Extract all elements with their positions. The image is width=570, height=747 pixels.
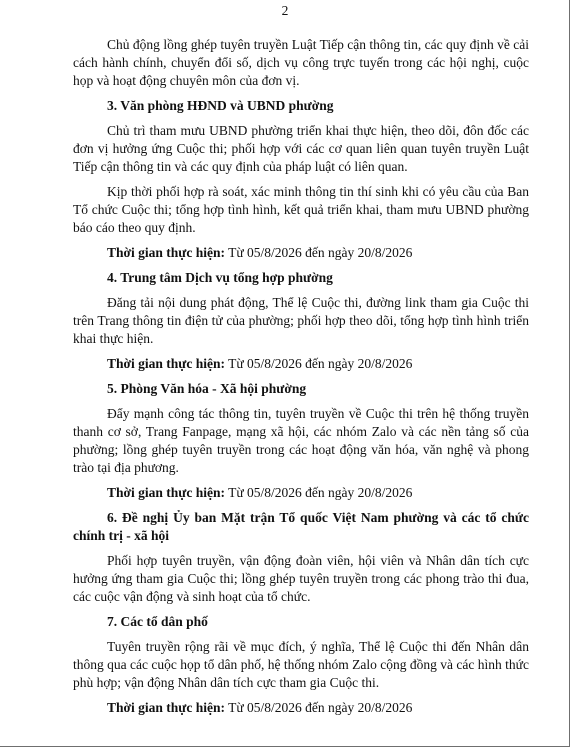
section-paragraph: Kịp thời phối hợp rà soát, xác minh thông tin thí sinh khi có yêu cầu của Ban Tổ chức Cuộc thi; tổng hợp tình hình, kết quả triển khai, tham mưu UBND phường báo cáo theo quy định.: [73, 184, 529, 235]
section-paragraph: Chủ trì tham mưu UBND phường triển khai thực hiện, theo dõi, đôn đốc các đơn vị hưởng ứng Cuộc thi; phối hợp với các cơ quan liên quan tuyên truyền Luật Tiếp cận thông tin và các quy định của pháp luật có liên quan.: [73, 123, 529, 174]
section-paragraph: Tuyên truyền rộng rãi về mục đích, ý nghĩa, Thể lệ Cuộc thi đến Nhân dân thông qua các cuộc họp tổ dân phố, hệ thống nhóm Zalo cộng đồng và các hình thức phù hợp; vận động Nhân dân tích cực tham gia Cuộc thi.: [73, 639, 529, 690]
section-paragraph: Đẩy mạnh công tác thông tin, tuyên truyền về Cuộc thi trên hệ thống truyền thanh cơ sở, Trang Fanpage, mạng xã hội, các nhóm Zalo và các nền tảng số của phường; lồng ghép tuyên truyền trong các hoạt động văn hóa, văn nghệ và phong trào tại địa phương.: [73, 406, 529, 475]
time-value: Từ 05/8/2026 đến ngày 20/8/2026: [224, 245, 413, 260]
time-label: Thời gian thực hiện:: [107, 245, 225, 260]
section-paragraph: Đăng tải nội dung phát động, Thể lệ Cuộc thi, đường link tham gia Cuộc thi trên Trang thông tin điện tử của phường; phối hợp theo dõi, tổng hợp tình hình triển khai thực hiện.: [73, 295, 529, 346]
time-line: [73, 699, 529, 717]
section-heading: 4. Trung tâm Dịch vụ tổng hợp phường: [107, 270, 333, 285]
time-value: Từ 05/8/2026 đến ngày 20/8/2026: [224, 485, 413, 500]
time-line: [73, 355, 529, 373]
section-heading: 3. Văn phòng HĐND và UBND phường: [107, 98, 334, 113]
time-line: [73, 244, 529, 262]
section-paragraph: Phối hợp tuyên truyền, vận động đoàn viên, hội viên và Nhân dân tích cực hưởng ứng tham gia Cuộc thi; lồng ghép tuyên truyền trong các phong trào thi đua, các cuộc vận động và sinh hoạt của tổ chức.: [73, 553, 529, 604]
document-body: [73, 36, 529, 724]
section-heading: 5. Phòng Văn hóa - Xã hội phường: [107, 381, 307, 396]
intro-paragraph: Chủ động lồng ghép tuyên truyền Luật Tiếp cận thông tin, các quy định về cải cách hành chính, chuyển đổi số, dịch vụ công trực tuyến trong các hội nghị, cuộc họp và hoạt động chuyên môn của đơn vị.: [73, 37, 529, 88]
time-line: [73, 484, 529, 502]
time-label: Thời gian thực hiện:: [107, 485, 225, 500]
time-value: Từ 05/8/2026 đến ngày 20/8/2026: [224, 700, 413, 715]
time-value: Từ 05/8/2026 đến ngày 20/8/2026: [224, 356, 413, 371]
time-label: Thời gian thực hiện:: [107, 700, 225, 715]
page-number: 2: [281, 3, 289, 18]
time-label: Thời gian thực hiện:: [107, 356, 225, 371]
section-heading: 6. Đề nghị Ủy ban Mặt trận Tổ quốc Việt Nam phường và các tổ chức chính trị - xã hội: [73, 510, 529, 543]
section-heading: 7. Các tổ dân phố: [107, 614, 208, 629]
